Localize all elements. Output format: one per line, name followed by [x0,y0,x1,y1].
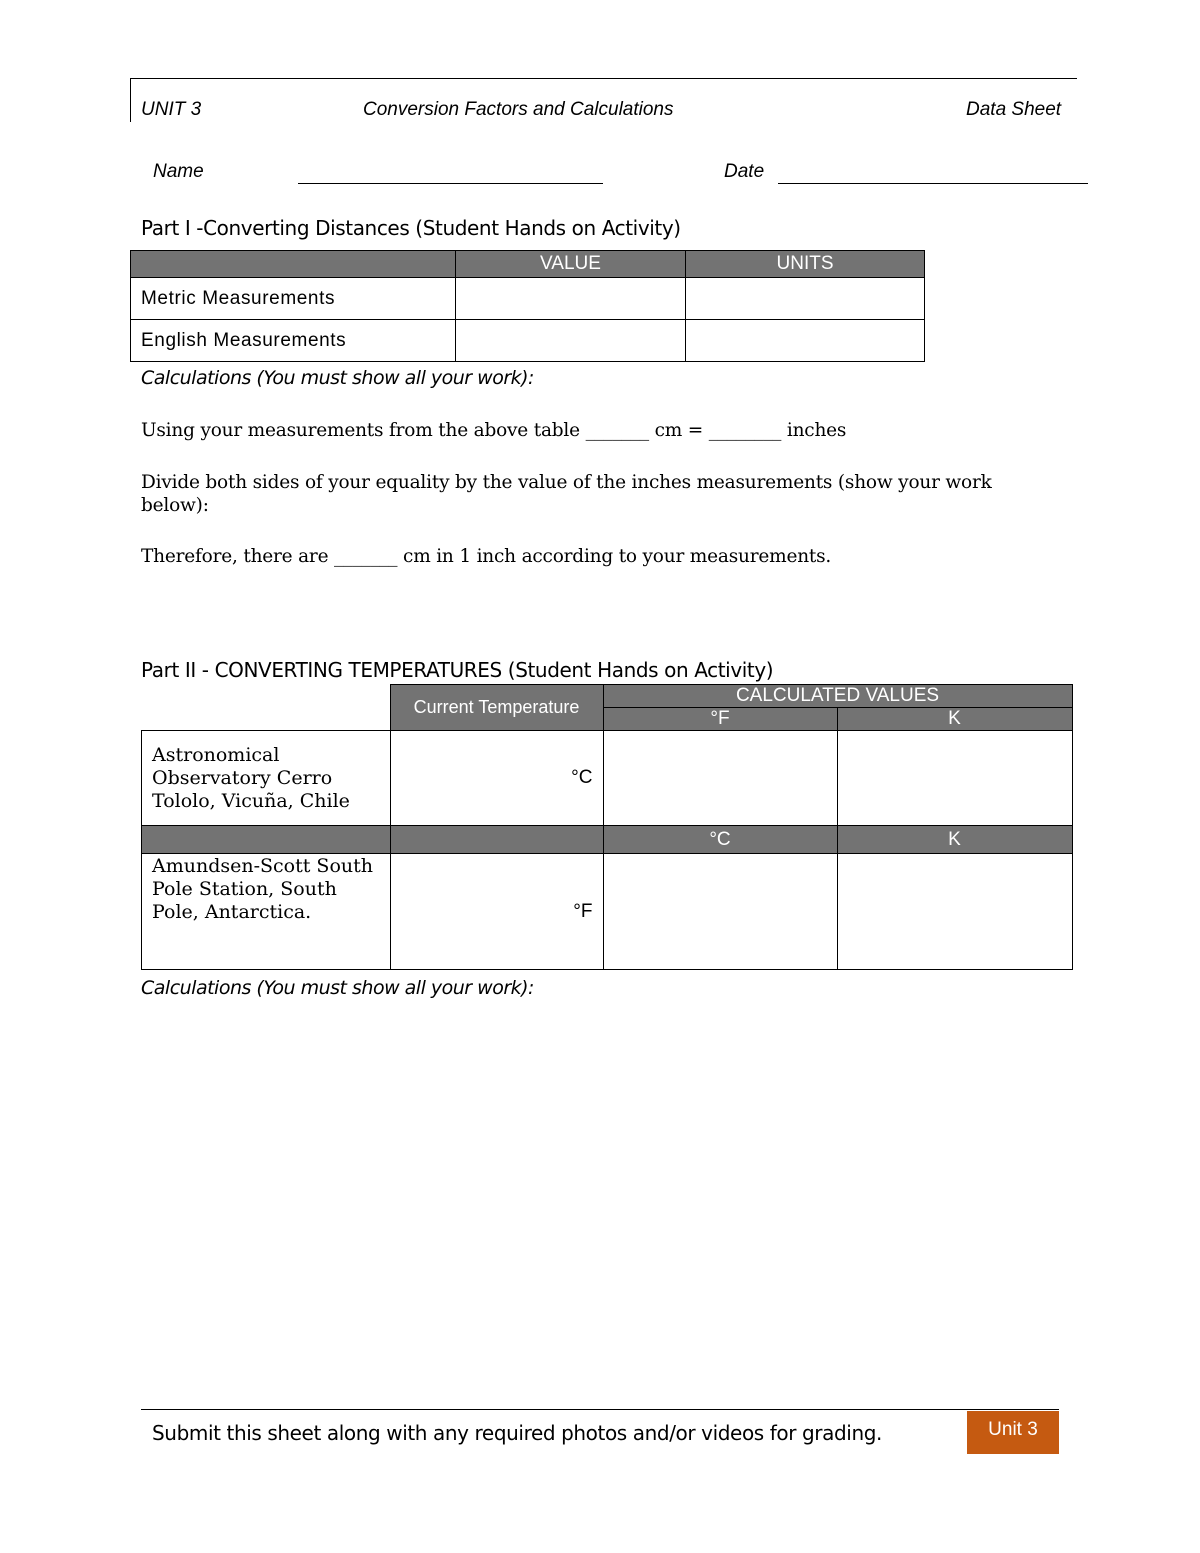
footer-rule [141,1409,1059,1410]
table-row [131,320,925,362]
date-label: Date [724,161,765,182]
calculated-values-header: CALCULATED VALUES [603,685,1072,708]
table-row [142,854,1073,970]
distance-table [130,250,925,362]
site1-current-temp-cell[interactable]: °C [390,731,603,826]
site1-name: Astronomical Observatory Cerro Tololo, Vicuña, Chile [142,731,391,826]
metric-units-cell[interactable] [686,278,925,320]
value-column-header: VALUE [456,251,686,278]
header-left-border [130,78,131,122]
table-row [131,278,925,320]
site1-calc-cell-2[interactable] [837,731,1072,826]
footer-instruction: Submit this sheet along with any required photos and/or videos for grading. [152,1421,882,1445]
site2-header-blank-1 [142,826,391,854]
header-title: Conversion Factors and Calculations [363,99,674,120]
site2-header-blank-2 [390,826,603,854]
temperature-table-corner [142,685,391,731]
part1-conclusion-line: Therefore, there are _______ cm in 1 inch according to your measurements. [141,546,832,567]
part1-title: Part I -Converting Distances (Student Hands on Activity) [141,216,681,240]
part1-equality-line: Using your measurements from the above table _______ cm = ________ inches [141,420,847,441]
site2-name: Amundsen-Scott South Pole Station, South Pole, Antarctica. [142,854,391,970]
part2-calc-label: Calculations (You must show all your work): [141,977,534,999]
header-doc-type: Data Sheet [966,99,1062,120]
unit-badge: Unit 3 [967,1411,1059,1454]
site2-calc-cell-1[interactable] [603,854,837,970]
site1-calc-cell-1[interactable] [603,731,837,826]
site2-calc-cell-2[interactable] [837,854,1072,970]
temperature-table [141,684,1073,970]
english-row-label: English Measurements [131,320,456,362]
name-field[interactable] [298,183,603,184]
metric-row-label: Metric Measurements [131,278,456,320]
distance-table-corner [131,251,456,278]
header-rule [130,78,1077,79]
english-units-cell[interactable] [686,320,925,362]
site1-calc-unit-2: K [837,708,1072,731]
part1-divide-instruction: Divide both sides of your equality by the value of the inches measurements (show your work below): [141,472,992,516]
name-label: Name [153,161,204,182]
site2-current-temp-cell[interactable]: °F [390,854,603,970]
current-temperature-header: Current Temperature [390,685,603,731]
site2-calc-unit-1: °C [603,826,837,854]
site2-calc-unit-2: K [837,826,1072,854]
part1-calc-label: Calculations (You must show all your work): [141,367,534,389]
header-unit: UNIT 3 [141,99,202,120]
units-column-header: UNITS [686,251,925,278]
english-value-cell[interactable] [456,320,686,362]
part2-title: Part II - CONVERTING TEMPERATURES (Student Hands on Activity) [141,658,774,682]
table-row [142,731,1073,826]
date-field[interactable] [778,183,1088,184]
site1-calc-unit-1: °F [603,708,837,731]
metric-value-cell[interactable] [456,278,686,320]
